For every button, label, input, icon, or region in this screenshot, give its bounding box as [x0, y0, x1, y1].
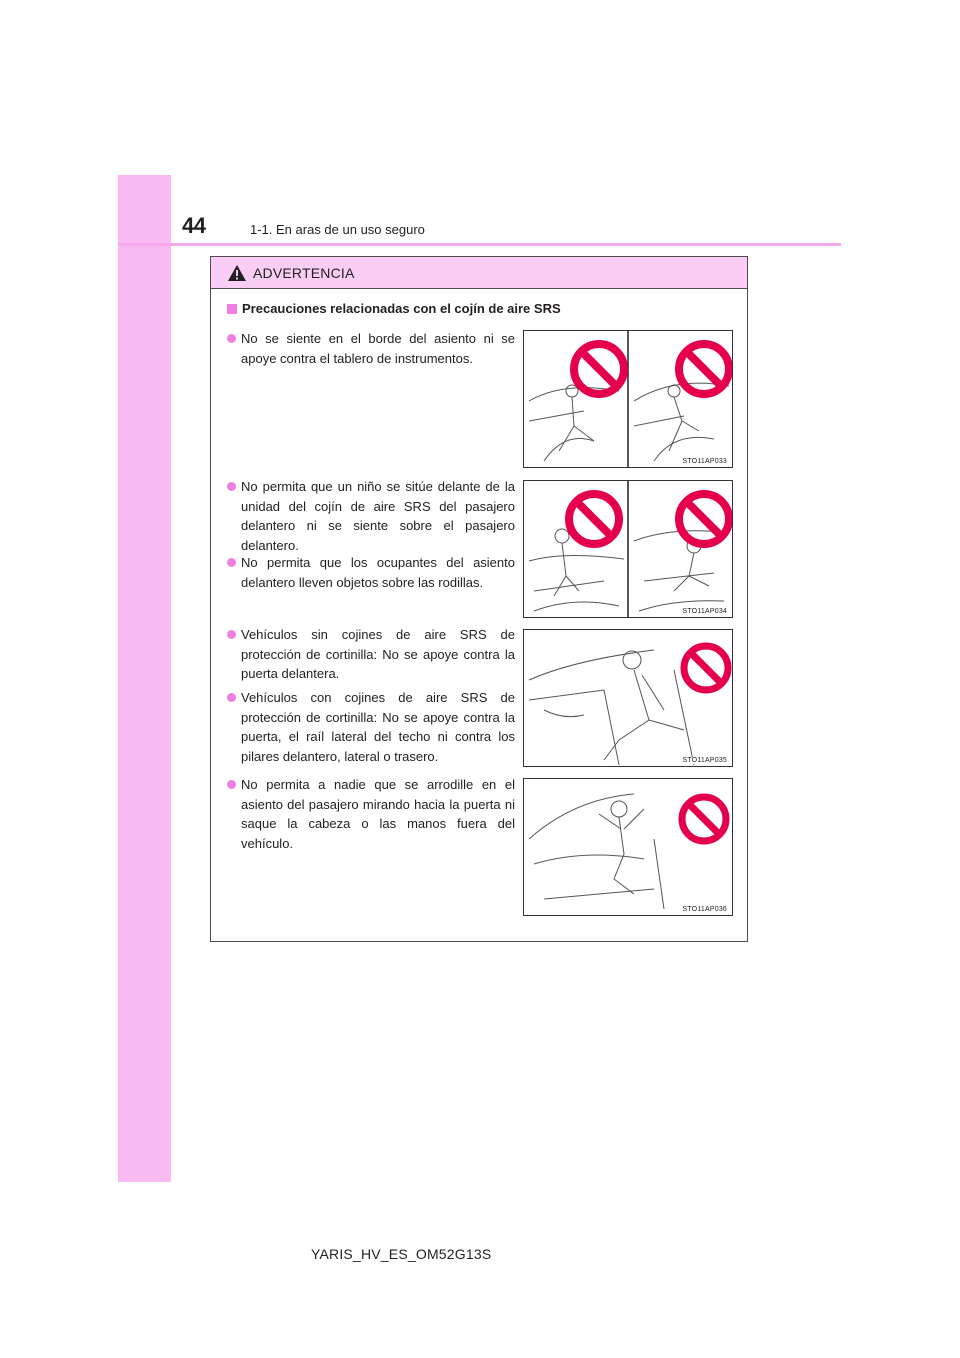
bullet-icon — [227, 482, 236, 491]
document-code: YARIS_HV_ES_OM52G13S — [311, 1246, 492, 1262]
prohibition-icon — [679, 494, 729, 544]
warning-label: ADVERTENCIA — [253, 264, 355, 281]
warning-header — [211, 257, 747, 289]
prohibition-icon — [679, 344, 729, 394]
prohibition-icon — [574, 344, 624, 394]
warning-triangle-icon — [227, 264, 247, 282]
figure-code: STO11AP036 — [682, 906, 727, 913]
illustration-drawing — [524, 630, 732, 766]
bullet-icon — [227, 558, 236, 567]
side-tab — [118, 175, 171, 1182]
illustration-drawing — [524, 331, 732, 467]
header-rule — [118, 243, 841, 246]
subheading-text: Precauciones relacionadas con el cojín de aire SRS — [242, 301, 561, 316]
bullet-icon — [227, 693, 236, 702]
warning-box — [210, 256, 748, 942]
illustration-edge-of-seat — [523, 330, 733, 468]
illustration-drawing — [524, 779, 732, 915]
figure-code: STO11AP035 — [682, 757, 727, 764]
prohibition-icon — [684, 646, 728, 690]
list-item: No permita a nadie que se arrodille en el asiento del pasajero mirando hacia la puerta ni saque la cabeza o las manos fuera del vehículo. — [227, 775, 515, 853]
bullet-icon — [227, 334, 236, 343]
list-item: No se siente en el borde del asiento ni se apoye contra el tablero de instrumentos. — [227, 329, 515, 368]
list-item: Vehículos sin cojines de aire SRS de protección de cortinilla: No se apoye contra la puerta delantera. — [227, 625, 515, 684]
figure-code: STO11AP033 — [682, 458, 727, 465]
prohibition-icon — [569, 494, 619, 544]
bullet-icon — [227, 630, 236, 639]
section-title: 1-1. En aras de un uso seguro — [250, 222, 425, 237]
warning-subheading — [227, 301, 561, 316]
illustration-kneel-seat — [523, 778, 733, 916]
list-item: Vehículos con cojines de aire SRS de protección de cortinilla: No se apoye contra la puerta, el raíl lateral del techo ni contra los pilares delantero, lateral o trasero. — [227, 688, 515, 766]
list-item: No permita que un niño se sitúe delante de la unidad del cojín de aire SRS del pasajero delantero ni se siente sobre el pasajero delantero. — [227, 477, 515, 555]
figure-code: STO11AP034 — [682, 608, 727, 615]
bullet-icon — [227, 780, 236, 789]
illustration-lean-door — [523, 629, 733, 767]
square-bullet-icon — [227, 304, 237, 314]
page-number: 44 — [182, 213, 206, 238]
illustration-drawing — [524, 481, 732, 617]
list-item: No permita que los ocupantes del asiento delantero lleven objetos sobre las rodillas. — [227, 553, 515, 592]
illustration-child-front — [523, 480, 733, 618]
prohibition-icon — [682, 797, 726, 841]
